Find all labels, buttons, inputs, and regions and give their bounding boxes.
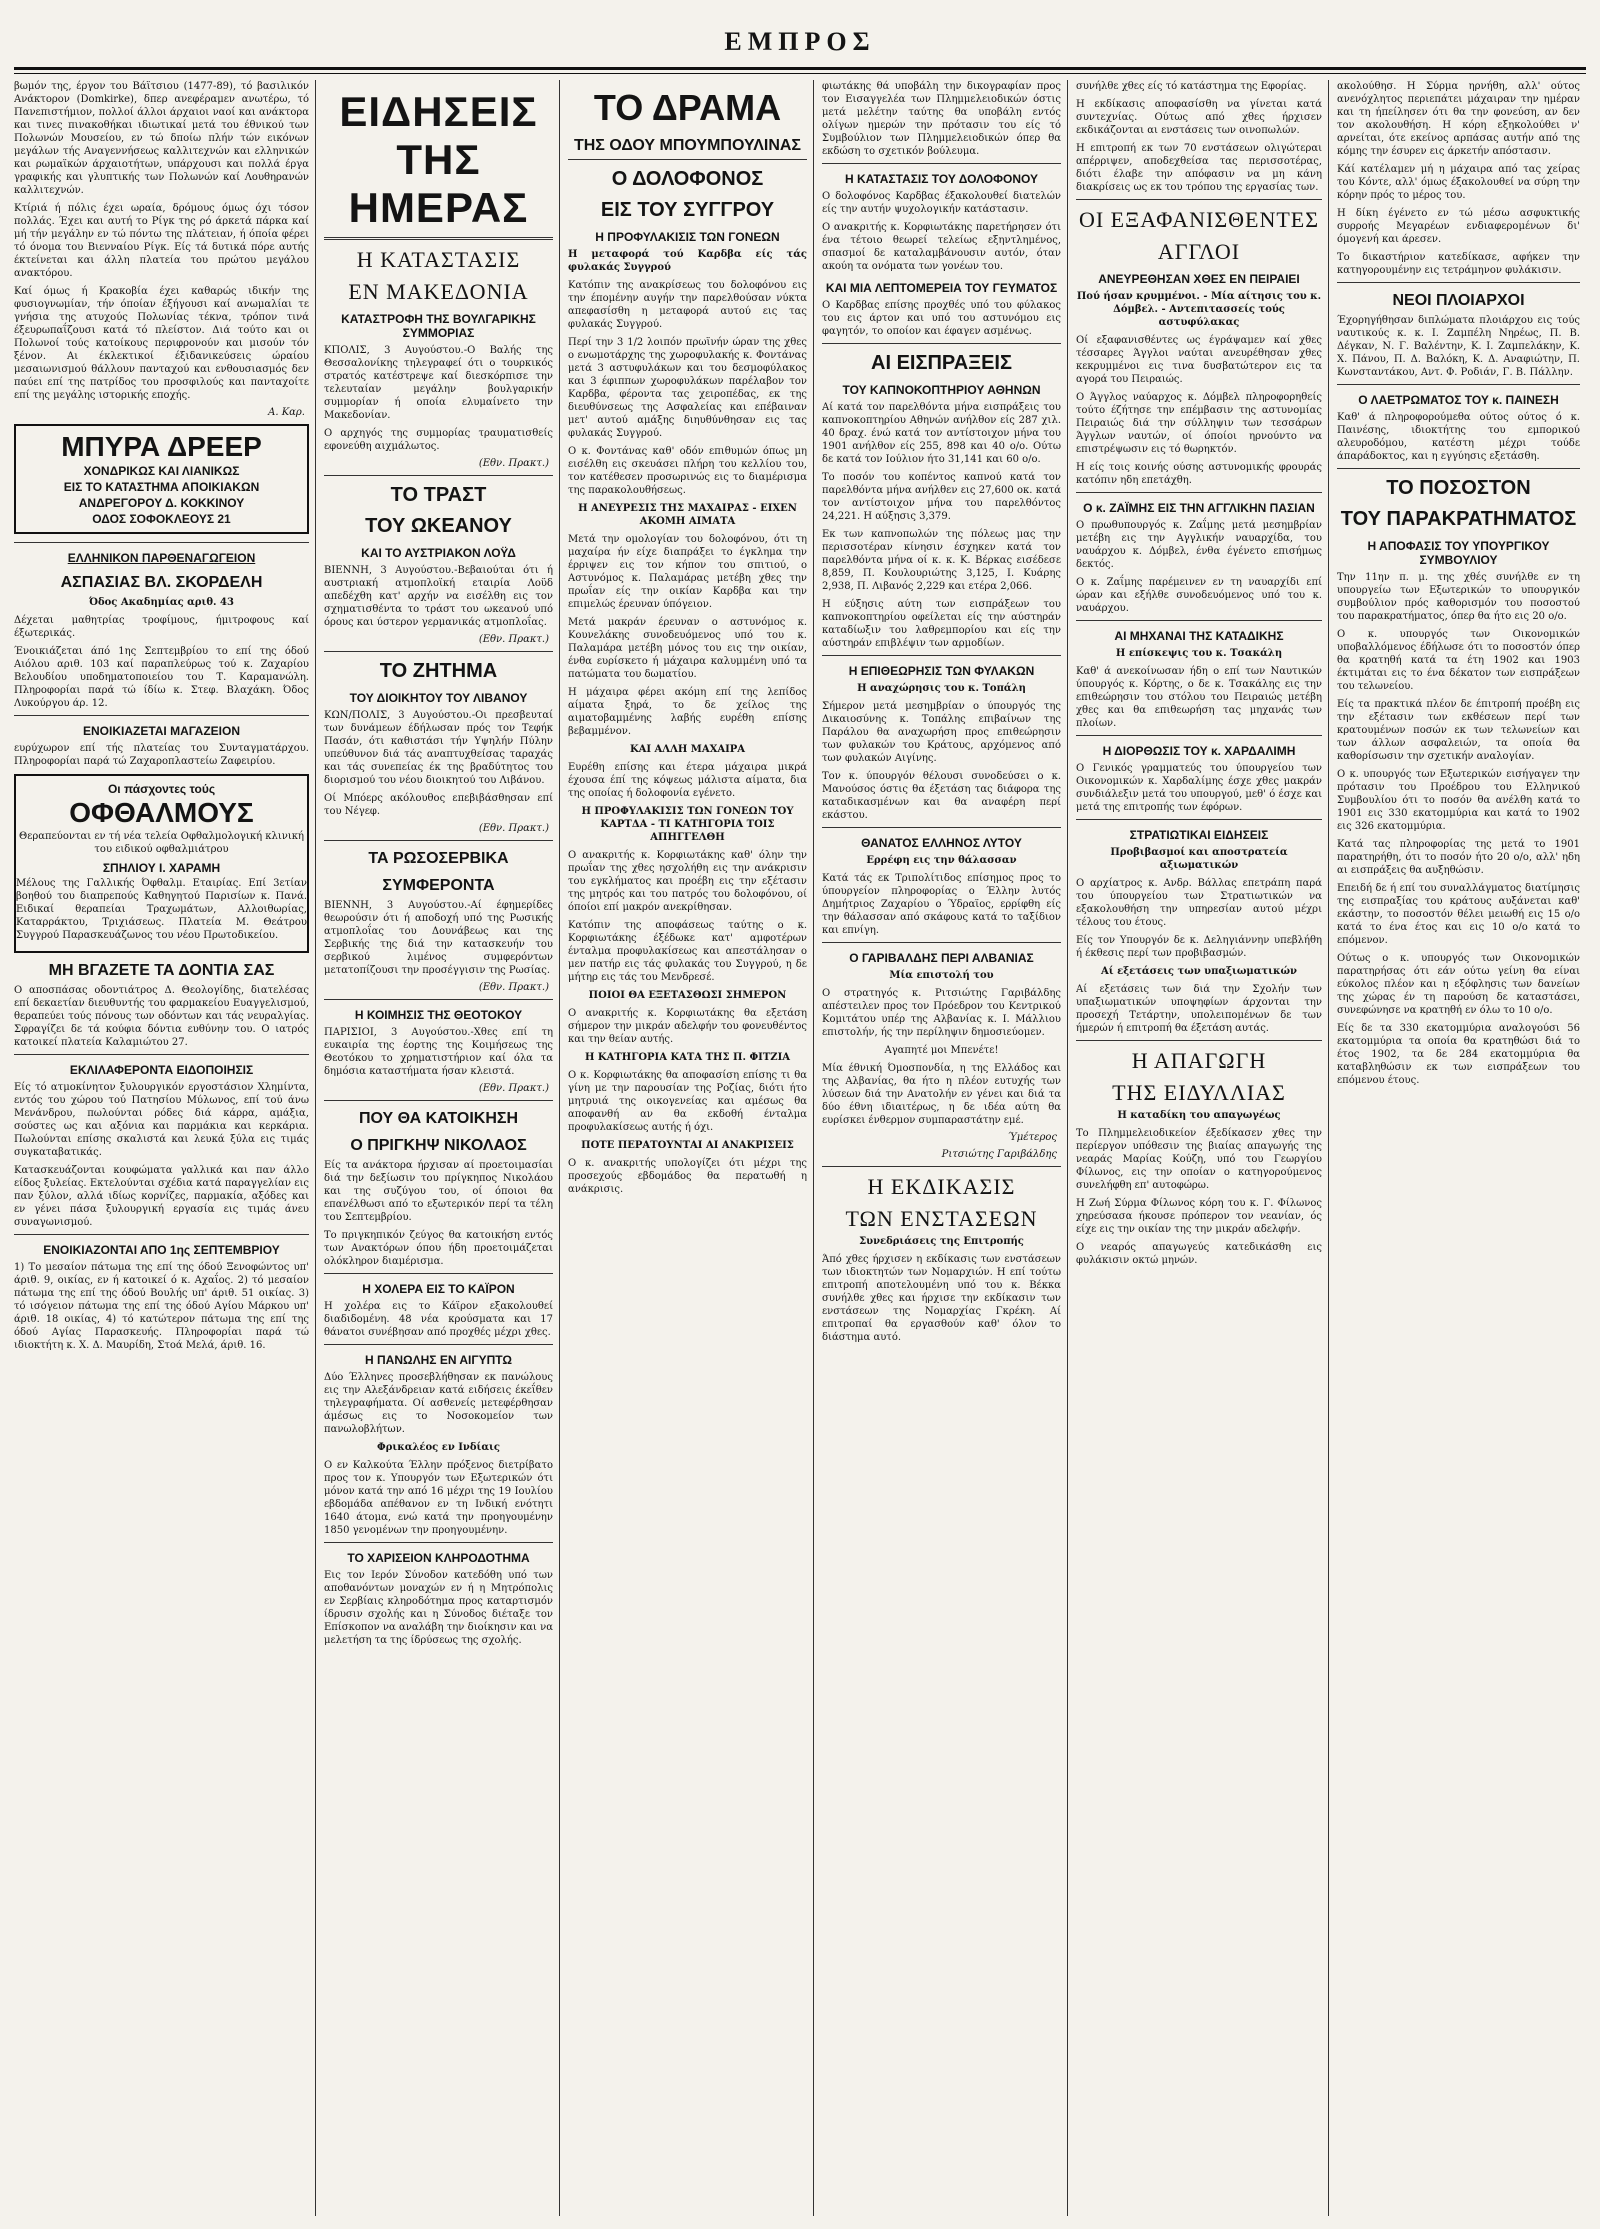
signature: Ριτσιώτης Γαριβάλδης bbox=[941, 1149, 1057, 1160]
column-2 bbox=[324, 80, 560, 2216]
article-text: 1) Το μεσαίον πάτωμα της επί της όδού Ξενοφώντος υπ' άριθ. 9, οικίας, εν ή κατοικεί ό κ. Αχαΐος. 2) τό μεσαίον πάτωμα της επί της όδού Βουλής υπ' άριθ. 51 οικίας. 3) τό ισόγειον πάτωμα της επί της όδού Αγίου Μάρκου υπ' άριθ. 18 οικίας, 4) τό κατώτερον πάτωμα της επί της όδού Αγίας Παρασκευής. Πληροφορίαι παρά τώ ιδιοκτήτη κ. Χ. Δ. Μαυρίδη, Στοά Μελά, άριθ. 16. bbox=[14, 1262, 309, 1351]
article-text: Ο αρχηγός της συμμορίας τραυματισθείς εφονεύθη αιχμάλωτος. bbox=[324, 428, 553, 452]
page-title: ΕΙΔΗΣΕΙΣ ΤΗΣ ΗΜΕΡΑΣ bbox=[339, 88, 538, 231]
article-subheading: Η ΠΡΟΦΥΛΑΚΙΣΙΣ ΤΩΝ ΓΟΝΕΩΝ ΤΟΥ ΚΑΡΤΔΑ - ΤΙ ΚΑΤΗΓΟΡΙΑ ΤΟΙΣ ΑΠΗΓΓΕΛΘΗ bbox=[581, 806, 794, 843]
section-heading: Η ΚΑΤΑΣΤΑΣΙΣ bbox=[356, 247, 521, 272]
divider bbox=[14, 1234, 309, 1235]
article-text: Μία έθνική Όμοσπονδία, η της Ελλάδος και της Αλβανίας, θα ήτο η πλέον ευτυχής των λύσεων διά την Ανατολήν εν γένει και διά τα δύο έθνη ιδιαιτέρως, η δε ιδέα αύτη θα ευρίσκει ένθερμον συμπαραστάτην εμέ. bbox=[822, 1063, 1061, 1126]
section-subheading: Η ΠΡΟΦΥΛΑΚΙΣΙΣ ΤΩΝ ΓΟΝΕΩΝ bbox=[595, 230, 780, 244]
section-heading: Η ΧΟΛΕΡΑ ΕΙΣ ΤΟ ΚΑΪΡΟΝ bbox=[362, 1282, 515, 1296]
article-subheading: Συνεδριάσεις της Επιτροπής bbox=[859, 1236, 1024, 1247]
article-text: Την 11ην π. μ. της χθές συνήλθε εν τη υπουργείω των Εξωτερικών το υπουργικόν συμβούλιον πρός καθορισμόν του ποσοστού του παρακρατήματος, όπερ θα ήτο εις 20 ο/ο. bbox=[1337, 572, 1580, 622]
divider bbox=[1076, 1040, 1322, 1041]
article-text: Η Ζωή Σύρμα Φίλωνος κόρη του κ. Γ. Φίλωνος χηρεύσασα ήκουσε πρόπερον τον νεανίαν, ός είχε εις την οικίαν της την μικράν αδελφήν. bbox=[1076, 1198, 1322, 1235]
article-subheading: Φρικαλέος εν Ινδίαις bbox=[377, 1442, 500, 1453]
ad-text: Μέλους της Γαλλικής Όφθαλμ. Εταιρίας. Επί 3ετίαν βοηθού του διαπρεπούς Καθηγητού Παρισίων κ. Πανά. Ειδικαί θεραπείαι Τραχωμάτων, Αλλοιθωρίας, Καταρράκτου, Τριχιάσεως. Πλατεία Μ. Θεάτρου Συγγρού Παρασκευάζωνος του νέου Πρωτοδικείου. bbox=[16, 878, 307, 941]
section-subheading: ΚΑΤΑΣΤΡΟΦΗ ΤΗΣ ΒΟΥΛΓΑΡΙΚΗΣ ΣΥΜΜΟΡΙΑΣ bbox=[341, 312, 536, 340]
section-heading: ΑΙ ΕΙΣΠΡΑΞΕΙΣ bbox=[871, 352, 1012, 374]
article-text: βωμόν της, έργον του Βάϊτσιου (1477-89), τό βασιλικόν Ανάκτορον (Domkirke), δπερ ανεφέραμεν ανωτέρω, τό Πανεπιστήμιον, πολλοί άλλοι άρχαιοι ναοί και ανάκτορα και τινες πινακοθήκαι ιδιωτικαί μετά του έθνικού των Πολωνών Μουσείου, εν τώ δποίω πλήν τών εικόνων μεγάλων τής Αναγεννήσεως καλλιτεχνών και ελληνικών και ρωμαϊκών άρχαιοτήτων, υπάρχουσι και πολλά έργα γραφικής και γλυπτικής των Πολωνών καί Λουθηρανών καλλιτεχνών. bbox=[14, 81, 309, 196]
article-text: Ο Καρδβας επίσης προχθές υπό του φύλακος του εις άρτον και υπό του αστυνόμου εις φαγητόν, το οποίον και έφαγεν ασμένως. bbox=[822, 300, 1061, 337]
section-heading: ΤΟ ΧΑΡΙΣΕΙΟΝ ΚΛΗΡΟΔΟΤΗΜΑ bbox=[347, 1551, 530, 1565]
article-text: Όδος Ακαδημίας αριθ. 43 bbox=[89, 597, 234, 608]
section-heading: Ο ΔΟΛΟΦΟΝΟΣ bbox=[611, 168, 764, 190]
eye-clinic-ad bbox=[14, 774, 309, 953]
article-text: Κτίριά ή πόλις έχει ωραία, δρόμους όμως όχι τόσον πολλάς. Έχει και αυτή το Ρίγκ της ρό άρκετά πάρκα καί μή τήν μεγάλην εν τώ πόντω της πλάτειαν, ή όποία φέρει τό όνομα του Βιενναίου Ρίγκ. Είς τά δυτικά πόρε αυτής έκτείνεται και άλλη πλατεία του πρώτου μεγάλου ανακτόρου. bbox=[14, 203, 309, 279]
ad-subheading: ΕΙΣ ΤΟ ΚΑΤΑΣΤΗΜΑ ΑΠΟΙΚΙΑΚΩΝ bbox=[63, 480, 260, 494]
article-subheading: Η καταδίκη του απαγωγέως bbox=[1117, 1110, 1281, 1121]
ad-heading: ΜΠΥΡΑ ΔΡΕΕΡ bbox=[61, 431, 262, 462]
divider bbox=[822, 163, 1061, 164]
article-text: Ο κ. υπουργός των Εξωτερικών εισήγαγεν την πρότασιν του Προέδρου του Ελληνικού Συμβουλίου ότι το ποσόν θα ανέλθη κατά το 1901 εις 330 εκατομμύρια και κατά το 1902 εις 326 εκατομμύρια. bbox=[1337, 769, 1580, 832]
divider bbox=[1337, 468, 1580, 469]
article-text: Κατόπιν της ανακρίσεως του δολοφόνου εις την έπομένην αυγήν την παρελθούσαν νύκτα απεφασίσθη η μεταφορά αυτού εις τας φυλακάς Συγγρού. bbox=[568, 280, 807, 330]
ad-subheading: ΑΝΔΡΕΓΟΡΟΥ Δ. ΚΟΚΚΙΝΟΥ bbox=[78, 496, 245, 510]
section-heading: ΝΕΟΙ ΠΛΟΙΑΡΧΟΙ bbox=[1392, 292, 1525, 309]
article-subheading: Ερρέφη εις την θάλασσαν bbox=[866, 855, 1017, 866]
article-text: ΚΠΟΛΙΣ, 3 Αυγούστου.-Ο Βαλής της Θεσσαλονίκης τηλεγραφεί ότι ο τουρκικός στρατός κατέστρεψε καί διεσκόρπισε την τελευταίαν μεγάλην βουλγαρικήν συμμορίαν ή οποία ελυμαίνετο την Μακεδονίαν. bbox=[324, 345, 553, 421]
source-credit: (Εθν. Πρακτ.) bbox=[478, 1083, 549, 1094]
divider bbox=[822, 655, 1061, 656]
ad-heading: ΣΠΗΛΙΟΥ Ι. ΧΑΡΑΜΗ bbox=[102, 861, 221, 875]
article-text: Η εκδίκασις αποφασίσθη να γίνεται κατά συντεχνίας. Ούτως από χθες ήρχισεν εκδικάζονται αι ενστάσεις των οινοπωλών. bbox=[1076, 99, 1322, 136]
newspaper-name: ΕΜΠΡΟΣ bbox=[724, 27, 876, 56]
article-text: Εκ των καπνοπωλών της πόλεως μας την περισσοτέραν κίνησιν έσχηκεν κατά τον παρελθόντα μήνα οί κ. κ. Κ. Βέρκας εισέδεσε 8,859, Π. Κουλουριώτης 3,125, Ι. Κυάρης 2,938, Π. Λιβανός 2,229 και ετέρα 2,066. bbox=[822, 529, 1061, 592]
section-heading: ΤΟ ΖΗΤΗΜΑ bbox=[379, 660, 498, 682]
divider bbox=[324, 237, 553, 240]
divider bbox=[822, 1166, 1061, 1167]
article-subheading: Αί εξετάσεις των υπαξιωματικών bbox=[1101, 966, 1297, 977]
divider bbox=[822, 343, 1061, 344]
section-heading: ΟΙ ΕΞΑΦΑΝΙΣΘΕΝΤΕΣ bbox=[1078, 207, 1320, 232]
article-subheading: Η ΑΝΕΥΡΕΣΙΣ ΤΗΣ ΜΑΧΑΙΡΑΣ - ΕΙΧΕΝ ΑΚΟΜΗ ΑΙΜΑΤΑ bbox=[578, 503, 797, 527]
article-text: Μετά μακράν έρευναν ο αστυνόμος κ. Κουνελάκης συνοδευόμενος υπό του κ. Παλαμάρα μετέβη μόνος του εις την οικίαν, ένθα ευρίσκετο ή μάχαιρα καλυμμένη υπό τα πατώματα του δωματίου. bbox=[568, 617, 807, 680]
article-subheading: ΠΟΤΕ ΠΕΡΑΤΟΥΝΤΑΙ ΑΙ ΑΝΑΚΡΙΣΕΙΣ bbox=[581, 1140, 794, 1151]
divider bbox=[822, 942, 1061, 943]
article-text: συνήλθε χθες είς τό κατάστημα της Εφορίας. bbox=[1076, 81, 1307, 92]
section-heading: Η ΕΠΙΘΕΩΡΗΣΙΣ ΤΩΝ ΦΥΛΑΚΩΝ bbox=[848, 664, 1035, 678]
article-subheading: Η ΚΑΤΗΓΟΡΙΑ ΚΑΤΑ ΤΗΣ Π. ΦΙΤΖΙΑ bbox=[584, 1052, 791, 1063]
article-text: Αί εξετάσεις των διά την Σχολήν των υπαξιωματικών υποψηφίων άρχονται την προσεχή Τετάρτην, υπολειπομένων δε των ήμερών ή επιτροπή θα έξετάση αυτάς. bbox=[1076, 984, 1322, 1034]
article-text: ακολούθησ. Η Σύρμα ηρνήθη, αλλ' ούτος ανενόχλητος περιεπάτει μάχαιραν την ημέραν και τη ήπείλησεν ότι θα την φονεύση, αν δεν τον ακολουθήση. Η κόρη εξηκολούθει ν' αρνείται, ότε εκείνος αρπάσας αυτήν από της κόμης την έσυρεν εις άρκετήν απόστασιν. bbox=[1337, 81, 1580, 157]
article-text: Ούτως ο κ. υπουργός των Οικονομικών παρατηρήσας ότι εάν ούτω γείνη θα είναι εύκολος πλέον και η εξόφλησις των δανείων της χώρας έν τη παρούση δε καταστάσει, συνεφώνησε να κρατηθή εν όλω το 10 ο/ο. bbox=[1337, 953, 1580, 1016]
section-heading: ΠΟΥ ΘΑ ΚΑΤΟΙΚΗΣΗ bbox=[358, 1110, 519, 1127]
article-text: ΚΩΝ/ΠΟΛΙΣ, 3 Αυγούστου.-Οι πρεσβευταί των δυνάμεων έδήλωσαν πρός τον Τεφήκ Πασάν, ότι καθιστάσι τήν Υψηλήν Πύλην υπεύθυνον διά τάς αναπτυχθείσας ταραχάς και τάς συνεπείας έκ της βραδύτητος του διορισμού του νέου διοικητού του Λιβάνου. bbox=[324, 710, 553, 786]
column-5 bbox=[1076, 80, 1329, 2216]
article-text: Ο ανακριτής κ. Κορφιωτάκης θα εξετάση σήμερον την μικράν αδελφήν του φονευθέντος και την θείαν αυτής. bbox=[568, 1008, 807, 1045]
section-heading: ΤΗΣ ΕΙΔΥΛΛΙΑΣ bbox=[1112, 1080, 1286, 1105]
article-text: Το πριγκηπικόν ζεύγος θα κατοικήση εντός των Ανακτόρων όπου ήδη προετοιμάζεται ολόκληρον διαμέρισμα. bbox=[324, 1230, 553, 1267]
article-text: Οί εξαφανισθέντες ως έγράψαμεν καί χθες τέσσαρες Άγγλοι ναύται ανευρέθησαν χθες κεκρυμμένοι εις τινα δυσβατώτερον εις τα αγορά του Πειραιώς. bbox=[1076, 335, 1322, 385]
section-subheading: Η ΑΠΟΦΑΣΙΣ ΤΟΥ ΥΠΟΥΡΓΙΚΟΥ ΣΥΜΒΟΥΛΙΟΥ bbox=[1367, 539, 1550, 567]
article-text: Ο Γενικός γραμματεύς του ύπουργείου των Οικονομικών κ. Χαρδαλίμης έσχε χθες μακράν συνδιάλεξιν μετά του υπουργού, μεθ' ό έσχε και μετά της επιτροπής των έφόρων. bbox=[1076, 763, 1322, 813]
article-subheading: ΠΟΙΟΙ ΘΑ ΕΞΕΤΑΣΘΩΣΙ ΣΗΜΕΡΟΝ bbox=[588, 990, 787, 1001]
article-text: Μετά την ομολογίαν του δολοφόνου, ότι τη μαχαίρα ήν είχε διαπράξει το έγκλημα την έρριψεν εις τον κήπον του σπιτιού, ο Αστυνόμος κ. Παλαμάρας μετέβη χθες την πρωΐαν είς την οικίαν Καρδβα και την επιμελώς έρευναν ύπόγειον. bbox=[568, 534, 807, 610]
divider bbox=[1337, 282, 1580, 283]
section-heading: ΤΑ ΡΩΣΟΣΕΡΒΙΚΑ bbox=[368, 850, 509, 867]
article-text: Είς τα ανάκτορα ήρχισαν αί προετοιμασίαι διά την δεξίωσιν του πρίγκηπος Νικολάου και της συζύγου του, οί όποιοι θα επανέλθωσι από το εξωτερικόν περί τα τέλη του Σεπτεμβρίου. bbox=[324, 1160, 553, 1223]
article-subheading: ΚΑΙ ΑΛΛΗ ΜΑΧΑΙΡΑ bbox=[629, 744, 746, 755]
article-text: Εις τον Ιερόν Σύνοδον κατεδόθη υπό των αποθανόντων μοναχών εν ή η Μητρόπολις εν Σερβίαις κληροδότημα προς καταρτισμόν ίδρυσιν σχολής και η Σύνοδος διέταξε τον Επίσκοπον να αναλάβη την διοίκησιν και να μελετήση τα της ίδρύσεως της σχολής. bbox=[324, 1570, 553, 1646]
section-heading: Ο ΛΑΕΤΡΩΜΑΤΟΣ ΤΟΥ κ. ΠΑΙΝΕΣΗ bbox=[1358, 393, 1559, 407]
section-heading: Η ΠΑΝΩΛΗΣ ΕΝ ΑΙΓΥΠΤΩ bbox=[365, 1353, 512, 1367]
ad-address: ΟΔΟΣ ΣΟΦΟΚΛΕΟΥΣ 21 bbox=[92, 512, 231, 526]
article-text: Επειδή δε ή επί του συναλλάγματος διατίμησις της εισπραξίας του κράτους αυξάνεται καθ' εκάστην, το ποσοστόν θέλει μειωθή εις 15 ο/ο κατά το ένα έτος και εις 10 ο/ο κατά το επόμενον. bbox=[1337, 883, 1580, 946]
section-heading: ΤΟ ΤΡΑΣΤ bbox=[390, 484, 487, 506]
article-text: Άπό χθες ήρχισεν η εκδίκασις των ενστάσεων των ιδιοκτητών των Νομαρχιών. Η επί τούτω επιτροπή αποτελουμένη υπό του κ. Βέκκα συνήλθε χθες και ήρχισε την εκδίκασιν των ενστάσεων της Νομαρχίας Γκρέκη. Αί επιτροπαί θα εργασθούν καθ' όλον το διάστημα αυτό. bbox=[822, 1254, 1061, 1343]
article-text: Ένοικιάζεται άπό 1ης Σεπτεμβρίου το επί της όδού Αιόλου αριθ. 103 καί παραπλεύρως τού κ. Ζαχαρίου Βελουδίου υποδηματοποιείου του Τ. Καραμανώλη. Πληροφορίαι παρά τώ ίδίω κ. Στεφ. Βλαχάκη. Όδος Λυκούργου άρ. 12. bbox=[14, 646, 309, 709]
article-text: Κατόπιν της αποφάσεως ταύτης ο κ. Κορφιωτάκης έξέδωκε κατ' αμφοτέρων ένταλμα προφυλακίσεως και απεστάλησαν ο μεν πατήρ εις τάς φυλακάς του Συγγρού, η δε μήτηρ εις τάς του Μενδρεσέ. bbox=[568, 920, 807, 983]
section-heading: ΣΤΡΑΤΙΩΤΙΚΑΙ ΕΙΔΗΣΕΙΣ bbox=[1129, 828, 1269, 842]
article-text: Κατά τας πληροφορίας της μετά το 1901 παρατηρήθη, ότι το ποσόν ήτο 20 ο/ο, αλλ' ηδη αι εισπράξεις θα αυξηθώσιν. bbox=[1337, 839, 1580, 876]
divider bbox=[1076, 735, 1322, 736]
section-heading: ΣΥΜΦΕΡΟΝΤΑ bbox=[382, 877, 495, 894]
article-subheading: Προβιβασμοί και αποστρατεία αξιωματικών bbox=[1110, 847, 1288, 871]
section-heading: Η ΚΑΤΑΣΤΑΣΙΣ ΤΟΥ ΔΟΛΟΦΟΝΟΥ bbox=[844, 172, 1038, 186]
article-text: Το ποσόν του κοπέντος καπνού κατά τον παρελθόντα μήνα ανήλθεν εις 27,600 οκ. κατά τον αντίστοιχον μήνα του παρελθόντος 24,221. Η αύξησις 3,379. bbox=[822, 472, 1061, 522]
section-heading: ΕΝΟΙΚΙΑΖΕΤΑΙ ΜΑΓΑΖΕΙΟΝ bbox=[82, 724, 240, 738]
article-text: Τον κ. ύπουργόν θέλουσι συνοδεύσει ο κ. Μανούσος όστις θα έξετάση τας διάφορα της καταδικασμένων και θα αναφέρη περί εκάστου. bbox=[822, 771, 1061, 821]
section-subheading: ΤΟΥ ΚΑΠΝΟΚΟΠΤΗΡΙΟΥ ΑΘΗΝΩΝ bbox=[842, 383, 1041, 397]
divider bbox=[1076, 819, 1322, 820]
section-heading: ΜΗ ΒΓΑΖΕΤΕ ΤΑ ΔΟΝΤΙΑ ΣΑΣ bbox=[48, 962, 275, 979]
article-text: ευρύχωρον επί τής πλατείας του Συνταγματάρχου. Πληροφορίαι παρά τώ Ζαχαροπλαστείω Ζαφειρίου. bbox=[14, 743, 309, 767]
article-text: Ο νεαρός απαγωγεύς κατεδικάσθη εις φυλάκισιν οκτώ μηνών. bbox=[1076, 1242, 1322, 1266]
divider bbox=[324, 1542, 553, 1543]
article-text: Η δίκη έγένετο εν τώ μέσω ασφυκτικής συρροής Μεγαρέων ενδιαφερομένων δι' όμογενή και άρεσεν. bbox=[1337, 208, 1580, 245]
signature: Α. Καρ. bbox=[268, 407, 305, 418]
section-heading: ΕΝΟΙΚΙΑΖΟΝΤΑΙ ΑΠΟ 1ης ΣΕΠΤΕΜΒΡΙΟΥ bbox=[43, 1243, 280, 1257]
divider bbox=[568, 159, 807, 160]
article-text: Το δικαστήριον κατεδίκασε, αφήκεν την κατηγορουμένην εις τετράμηνον φυλάκισιν. bbox=[1337, 252, 1580, 276]
article-text: ΒΙΕΝΝΗ, 3 Αυγούστου.-Βεβαιούται ότι ή αυστριακή ατμοπλοϊκή εταιρία Λοϋδ απεδέχθη κατ' αρχήν να εισέλθη εις τον σχηματισθέντα το τράστ του ωκεανού υπό όρους και ύστερον γερμανικάς ατμοπλοΐας. bbox=[324, 565, 553, 628]
ad-heading: Οι πάσχοντες τούς bbox=[107, 782, 216, 796]
article-subheading: Πού ήσαν κρυμμένοι. - Μία αίτησις του κ. Δόμβελ. - Αντεπιτασσείς τούς αστυφύλακας bbox=[1076, 291, 1322, 328]
article-text: Ο πρωθυπουργός κ. Ζαΐμης μετά μεσημβρίαν μετέβη εις την Αγγλικήν ναυαρχίδα, του ναυάρχου κ. Δόμβελ, ένθα έγένετο επισήμως δεκτός. bbox=[1076, 520, 1322, 570]
article-text: Κατά τάς εκ Τριπολίτιδος επίσημος προς το ύπουργείον πληροφορίας ο Έλλην λυτός Δημήτριος Ζαχαρίου ο Ύδραϊος, ερρίφθη είς την θάλασσαν από σκάφους κατά το ταξίδιον και επνίγη. bbox=[822, 873, 1061, 936]
section-heading: Η ΕΚΔΙΚΑΣΙΣ bbox=[867, 1174, 1016, 1199]
section-heading: ΤΟ ΔΡΑΜΑ bbox=[593, 87, 782, 128]
section-heading: ΤΟ ΠΟΣΟΣΤΟΝ bbox=[1386, 477, 1531, 499]
section-heading: Η ΔΙΟΡΘΩΣΙΣ ΤΟΥ κ. ΧΑΡΔΑΛΙΜΗ bbox=[1102, 744, 1296, 758]
article-text: φιωτάκης θά υποβάλη την δικογραφίαν προς τον Εισαγγελέα των Πλημμελειοδικών όστις μετά μελέτην ταύτης θα υποβάλη εντός ολίγων ημερών την πρότασιν του είς τό Συμβούλιον των Πλημμελειοδικών όπερ θα εκδώση το σχετικόν βούλευμα. bbox=[822, 81, 1061, 157]
section-heading: ΑΙ ΜΗΧΑΝΑΙ ΤΗΣ ΚΑΤΑΔΙΚΗΣ bbox=[1114, 629, 1284, 643]
article-text: Η εύξησις αύτη των εισπράξεων του καπνοκοπτηρίου οφείλεται είς την αύστηράν καταδίωξιν του λαθρεμπορίου και είς την αύστηράν επιβλέψιν των αρμοδίων. bbox=[822, 599, 1061, 649]
divider bbox=[822, 827, 1061, 828]
section-heading: ΕΚΛΙΛΑΦΕΡΟΝΤΑ ΕΙΔΟΠΟΙΗΣΙΣ bbox=[69, 1063, 254, 1077]
masthead-rule bbox=[14, 67, 1586, 70]
section-heading: ΕΛΛΗΝΙΚΟΝ ΠΑΡΘΕΝΑΓΩΓΕΙΟΝ bbox=[67, 551, 256, 565]
columns bbox=[14, 80, 1586, 2216]
article-text: Κάί κατέλαμεν μή η μάχαιρα από τας χείρας του Κόντε, αλλ' όμως έξακολουθεί να σύρη την κόρην πρός το μέρος του. bbox=[1337, 164, 1580, 201]
divider bbox=[1337, 384, 1580, 385]
article-text: Κατασκευάζονται κουφώματα γαλλικά και παν άλλο είδος ξυλείας. Εκτελούνται σχέδια κατά παραγγελίαν εις παν ξύλον, αλλά ιδίως κορνίζες, παρμακία, αξόδες και εν γένει πάσα ξυλουργική εργασία εις τιμάς άνευ συναγωνισμού. bbox=[14, 1165, 309, 1228]
section-heading: ΤΩΝ ΕΝΣΤΑΣΕΩΝ bbox=[845, 1206, 1038, 1231]
article-text: Ο αποσπάσας οδοντιάτρος Δ. Θεολογίδης, διατελέσας επί δεκαετίαν διευθυντής του φαρμακείου Ευαγγελισμού, θεραπεύει τούς πόνους των οδόντων και τάς νευραλγίας. Σφραγίζει δε τά κούφια δόντια ευθύνην του. Ο ιατρός κατοικεί πλατεία Καλαμιώτου 27. bbox=[14, 985, 309, 1048]
article-text: Οί Μπόερς ακόλουθος επεβιβάσθησαν επί του Νέγεφ. bbox=[324, 793, 553, 817]
beer-ad bbox=[14, 424, 309, 534]
ad-text: Θεραπεύονται εν τή νέα τελεία Οφθαλμολογική κλινική του ειδικού οφθαλμιάτρου bbox=[19, 831, 304, 855]
section-subheading: ΚΑΙ ΜΙΑ ΛΕΠΤΟΜΕΡΕΙΑ ΤΟΥ ΓΕΥΜΑΤΟΣ bbox=[825, 281, 1058, 295]
column-4 bbox=[822, 80, 1068, 2216]
article-text: Η επιτροπή εκ των 70 ενστάσεων ολιγώτεραι απέρριψεν, αποδεχθείσα τας περισσοτέρας, διότι έλαβε την απόφασιν να μη κάνη διακρίσεις ως εκ του τρόπου της εργασίας των. bbox=[1076, 143, 1322, 193]
section-heading: ΑΓΓΛΟΙ bbox=[1157, 239, 1241, 264]
source-credit: (Εθν. Πρακτ.) bbox=[478, 634, 549, 645]
article-text: Ο κ. Φοντάνας καθ' οδόν επιθυμών όπως μη εισέλθη εις σκευάσει πλήρη του κελλίου του, τον κατέθεσεν προσωρινώς εις το διαμέρισμα της παρακολουθήσεως. bbox=[568, 446, 807, 496]
article-text: Ο ανακριτής κ. Κορφιωτάκης καθ' όλην την πρωΐαν της χθες ησχολήθη εις την ανάκρισιν του εγκλήματος και προέβη εις την εξέτασιν της μητρός και του πατρός του δολοφόνου, οί όποίοι επί μακρόν ανεκρίθησαν. bbox=[568, 850, 807, 913]
article-text: Καθ' ά ανεκοίνωσαν ήδη ο επί των Ναυτικών ύπουργός κ. Κόρτης, ο δε κ. Τσακάλης εις την επιθεώρησιν του στόλου του Πειραιώς μετέβη χθες και θα επιθεωρήση τας μηχανάς των πλοίων. bbox=[1076, 666, 1322, 729]
article-subheading: Μία επιστολή του bbox=[889, 970, 994, 981]
source-credit: (Εθν. Πρακτ.) bbox=[478, 982, 549, 993]
section-heading: ΘΑΝΑΤΟΣ ΕΛΛΗΝΟΣ ΛΥΤΟΥ bbox=[861, 836, 1022, 850]
divider bbox=[324, 840, 553, 841]
column-3 bbox=[568, 80, 814, 2216]
divider bbox=[324, 475, 553, 476]
article-text: Είς τα πρακτικά πλέον δε έπιτροπή προέβη εις την εξέτασιν των εκθέσεων περί των κρατουμένων ποσών εκ των τελωνείων και των άλλων ασφαλειών, τα οποία θα καθορίσωσιν την σχετικήν αναλογίαν. bbox=[1337, 699, 1580, 762]
article-text: Ο κ. ανακριτής υπολογίζει ότι μέχρι της προσεχούς εβδομάδος θα περατωθή η ανάκρισις. bbox=[568, 1158, 807, 1195]
section-heading: ΤΗΣ ΟΔΟΥ ΜΠΟΥΜΠΟΥΛΙΝΑΣ bbox=[573, 137, 802, 154]
divider bbox=[14, 542, 309, 543]
section-subheading: ΚΑΙ ΤΟ ΑΥΣΤΡΙΑΚΟΝ ΛΟΫΔ bbox=[361, 546, 516, 560]
divider bbox=[14, 1054, 309, 1055]
section-heading: Η ΑΠΑΓΩΓΗ bbox=[1131, 1048, 1267, 1073]
divider bbox=[1076, 620, 1322, 621]
article-subheading: Η αναχώρησις του κ. Τοπάλη bbox=[857, 683, 1026, 694]
article-subheading: Η επίσκεψις του κ. Τσακάλη bbox=[1115, 648, 1283, 659]
article-subheading: Η μεταφορά τού Καρδβα είς τάς φυλακάς Συγγρού bbox=[568, 249, 807, 273]
section-subheading: ΤΟΥ ΔΙΟΙΚΗΤΟΥ ΤΟΥ ΛΙΒΑΝΟΥ bbox=[349, 691, 528, 705]
source-credit: (Εθν. Πρακτ.) bbox=[478, 823, 549, 834]
divider bbox=[324, 1273, 553, 1274]
article-text: Καί όμως ή Κρακοβία έχει καθαρώς ιδικήν της φυσιογνωμίαν, τήν όποίαν έξήγουσι καί ανωμαλίαι τε γνήσια της ατυχούς Πολωνίας τέκνα, τρόπον τινά έξευρωπαΐζουσι κατά τό πλείστον. Διά τούτο και οι Πολωνοί τούς κατοίκους περιφρονούν και μισούν τόν ξένον. Αι έκλεκτικοί έξιδανικεύσεις ώραίου μεσαιωνισμού θάλλουν πανταχού και ενθουσιασμός δεν παύει επί της πατρίδος του προσφιλούς και πανταχοίτε επί της μεγάλης ιστορικής εποχής. bbox=[14, 286, 309, 401]
section-heading: Η ΚΟΙΜΗΣΙΣ ΤΗΣ ΘΕΟΤΟΚΟΥ bbox=[354, 1008, 523, 1022]
section-heading: Ο κ. ΖΑΪΜΗΣ ΕΙΣ ΤΗΝ ΑΓΓΛΙΚΗΝ ΠΑΣΙΑΝ bbox=[1083, 501, 1315, 515]
signature: Ύμέτερος bbox=[1007, 1132, 1057, 1143]
article-text: ΠΑΡΙΣΙΟΙ, 3 Αυγούστου.-Χθες επί τη ευκαιρία της έορτης της Κοιμήσεως της Θεοτόκου το χρηματιστήριον καί όλα τα δημόσια καταστήματα ήσαν κλειστά. bbox=[324, 1027, 553, 1077]
article-text: Η μάχαιρα φέρει ακόμη επί της λεπίδος αίματα ξηρά, το δε χείλος της αιματοβαμμένης λαβής ευρέθη επίσης βεβαμμένον. bbox=[568, 687, 807, 737]
section-heading: ΤΟΥ ΩΚΕΑΝΟΥ bbox=[365, 515, 512, 537]
article-text: Δέχεται μαθητρίας τροφίμους, ήμιτροφους καί έξωτερικάς. bbox=[14, 615, 309, 639]
article-text: Περί την 3 1/2 λοιπόν πρωϊνήν ώραν της χθες ο ενωμοτάρχης της χωροφυλακής κ. Φοντάνας μετά 3 αστυφυλάκων και του δεσμοφύλακος και 3 έφιππων χωροφυλάκων παρέλαβον τον Καρδβα, φέροντα τας χειροπέδας, εκ της διευθύνσεως της Ασφαλείας και επέβαιναν μετ' αυτού αμάξης διηυθύνθησαν εις τας φυλακάς Συγγρού. bbox=[568, 337, 807, 439]
divider bbox=[324, 999, 553, 1000]
ad-heading: ΟΦΘΑΛΜΟΥΣ bbox=[69, 797, 254, 828]
article-text: Καθ' ά πληροφορούμεθα ούτος ούτος ό κ. Παινέσης, ιδιοκτήτης του εμπορικού αλευροδόμου, κατέστη μέχρι τούδε άπαράδοκτος, και η εγγύησις εξετάσθη. bbox=[1337, 412, 1580, 462]
section-heading: Ο ΓΑΡΙΒΑΛΔΗΣ ΠΕΡΙ ΑΛΒΑΝΙΑΣ bbox=[849, 951, 1034, 965]
masthead bbox=[0, 22, 1600, 70]
article-text: Ο ανακριτής κ. Κορφιωτάκης παρετήρησεν ότι ένα τέτοιο θεωρεί τελείως εξηντλημένος, σπασμοί δε καταλαμβάνουσιν αυτόν, όταν ακούη τα ονόματα των γονέων του. bbox=[822, 222, 1061, 272]
article-text: Ο Άγγλος ναύαρχος κ. Δόμβελ πληροφορηθείς τούτο έζήτησε την επέμβασιν της αστυνομίας Πειραιώς διά την σύλληψιν των τεσσάρων Άγγλων ναυτών, οί όποίοι ηρνούντο να επιστρέψωσιν εις τό θωρηκτόν. bbox=[1076, 392, 1322, 455]
letter-salutation: Αγαπητέ μοι Μπενέτε! bbox=[884, 1045, 999, 1056]
divider bbox=[14, 715, 309, 716]
divider bbox=[1076, 199, 1322, 200]
article-text: Το Πλημμελειοδικείον έξεδίκασεν χθες την περίεργον υπόθεσιν της βιαίας απαγωγής της νεαράς Μαρίας Κούζη, υπό του Γεωργίου Φίλωνος, εις την οποίαν ο κατηγορούμενος συνελήφθη επ' αυτοφώρω. bbox=[1076, 1128, 1322, 1191]
column-6 bbox=[1337, 80, 1586, 2216]
section-heading: ΕΙΣ ΤΟΥ ΣΥΓΓΡΟΥ bbox=[600, 199, 775, 221]
divider bbox=[324, 651, 553, 652]
article-text: Η είς τοις κοινής ούσης αστυνομικής φρουράς κατόπιν ηδη επετάχθη. bbox=[1076, 462, 1322, 486]
divider bbox=[324, 1344, 553, 1345]
article-text: Ο εν Καλκούτα Έλλην πρόξενος διετρίβατο προς τον κ. Υπουργόν των Εξωτερικών ότι μόνον κατά την από 16 μέχρι της 19 Ιουλίου εβδομάδα απέθανον εν τη Ινδική ενότητι 1640 άτομα, ενώ κατά την προηγουμένην 1850 γενομένων την προηγουμένην. bbox=[324, 1460, 553, 1536]
article-text: Δύο Έλληνες προσεβλήθησαν εκ πανώλους εις την Αλεξάνδρειαν κατά ειδήσεις έκεΐθεν τηλεγραφήματα. Οί ασθενείς μετεφέρθησαν άμέσως εις το Νοσοκομείον των πανωλοβλήτων. bbox=[324, 1372, 553, 1435]
section-heading: ΤΟΥ ΠΑΡΑΚΡΑΤΗΜΑΤΟΣ bbox=[1340, 508, 1577, 530]
article-text: Σήμερον μετά μεσημβρίαν ο ύπουργός της Δικαιοσύνης κ. Τοπάλης επιβαίνων της Παράλου θα αναχωρήση προς επιθεώρησιν των φυλακών του Κράτους, αρχόμενος από των φυλακών Αιγίνης. bbox=[822, 701, 1061, 764]
section-heading: ΕΝ ΜΑΚΕΔΟΝΙΑ bbox=[348, 279, 529, 304]
article-text: Είς τον Υπουργόν δε κ. Δεληγιάννην υπεβλήθη ή έκθεσις περί των προβιβασμών. bbox=[1076, 935, 1322, 959]
article-text: Αί κατά τον παρελθόντα μήνα εισπράξεις του καπνοκοπτηρίου Αθηνών ανήλθον είς 287 χιλ. 40 δραχ. ένώ κατά τον αντίστοιχον μήνα του 1901 ανήλθον είς 255, 898 και 40 ο/ο. Ούτω δε κατά τον Ιούλιον ήτο 31,141 και 60 ο/ο. bbox=[822, 402, 1061, 465]
article-text: Έχορηγήθησαν διπλώματα πλοιάρχου εις τούς ναυτικούς κ. κ. Ι. Ζαμπέλη Νηρέως, Π. Β. Δέγκαν, Ν. Γ. Βαλέντην, Κ. Ι. Ζαμπελάκην, Κ. Χ. Πάνου, Π. Δ. Βαλόκη, Κ. Δ. Αναφιώτην, Π. Κωνσταντάκου, Αντ. Φ. Ροδιάν, Γ. Β. Πάλλην. bbox=[1337, 315, 1580, 378]
section-heading: ΑΣΠΑΣΙΑΣ ΒΛ. ΣΚΟΡΔΕΛΗ bbox=[60, 574, 263, 591]
section-heading: Ο ΠΡΙΓΚΗΨ ΝΙΚΟΛΑΟΣ bbox=[350, 1137, 527, 1154]
divider bbox=[324, 1100, 553, 1101]
article-text: Ο κ. υπουργός των Οικονομικών υποβαλλόμενος έδήλωσε ότι το ποσοστόν όπερ θα κρατηθή κατά τα έτη 1902 και 1903 έκτιμάται εις το ένα δέκατον των εισπράξεων του τελωνείου. bbox=[1337, 629, 1580, 692]
ad-subheading: ΧΟΝΔΡΙΚΩΣ ΚΑΙ ΛΙΑΝΙΚΩΣ bbox=[83, 464, 240, 478]
article-text: ΒΙΕΝΝΗ, 3 Αυγούστου.-Αί έφημερίδες θεωρούσιν ότι ή αποδοχή υπό της Ρωσικής ατμοπλοΐας του Δουνάβεως και της Σερβικής της διά την κατασκευήν του σερβικού λιμένος συμφερόντων μετατοπίζουσι την προσέγγισιν της Ρωσίας. bbox=[324, 900, 553, 976]
article-text: Είς τό ατμοκίνητον ξυλουργικόν εργοστάσιον Χλημίντα, εντός του χώρου τού Πατησίου Μύλωνος, επί τού άνω Μενάνδρου, πωλούνται ρόδες διά κάρρα, αμάξια, σούστες ως και αξόνια και παρμάκια και κερκάρια. Πωλούνται επίσης σκαλιστά και λευκά ξύλα εις τιμάς συγκαταβατικάς. bbox=[14, 1082, 309, 1158]
source-credit: (Εθν. Πρακτ.) bbox=[478, 458, 549, 469]
article-text: Είς δε τα 330 εκατομμύρια αναλογούσι 56 εκατομμύρια τα οποία θα κρατηθώσι διά το έτος 1902, τα δε 284 εκατομμύρια θα καταβληθώσιν εκ των εισπράξεων του επόμενου έτους. bbox=[1337, 1023, 1580, 1086]
article-text: Ο στρατηγός κ. Ριτσιώτης Γαριβάλδης απέστειλεν προς τον Πρόεδρον του Κεντρικού Κομιτάτου υπέρ της Αλβανίας κ. Ι. Μάλλιου επιστολήν, ής την περίληψιν δημοσιεύομεν. bbox=[822, 988, 1061, 1038]
column-1 bbox=[14, 80, 316, 2216]
article-text: Ο κ. Κορφιωτάκης θα αποφασίση επίσης τι θα γίνη με την παρουσίαν της Ροζίας, διότι ήτο μητρυιά της οικογενείας και αμέσως θα αποφανθή αν θα εκδοθή ένταλμα προφυλακίσεως αυτής ή όχι. bbox=[568, 1070, 807, 1133]
article-text: Η χολέρα εις το Κάϊρον εξακολουθεί διαδιδομένη. 48 νέα κρούσματα και 17 θάνατοι συνέβησαν από προχθές μέχρι χθες. bbox=[324, 1301, 553, 1338]
article-text: Ο κ. Ζαΐμης παρέμεινεν εν τη ναυαρχίδι επί ώραν και εξήλθε συνοδευόμενος υπό του κ. ναυάρχου. bbox=[1076, 577, 1322, 614]
masthead-rule-thin bbox=[14, 73, 1586, 74]
section-subheading: ΑΝΕΥΡΕΘΗΣΑΝ ΧΘΕΣ ΕΝ ΠΕΙΡΑΙΕΙ bbox=[1098, 272, 1300, 286]
article-text: Ευρέθη επίσης και έτερα μάχαιρα μικρά έχουσα έπί της κόψεως μάλιστα αίματα, δια της οποίας ή δολοφονία εγένετο. bbox=[568, 762, 807, 799]
article-text: Ο αρχίατρος κ. Ανδρ. Βάλλας επετράπη παρά του ύπουργείου των Στρατιωτικών να εξακολουθήση την υπηρεσίαν αυτού μέχρι τέλους του έτους. bbox=[1076, 878, 1322, 928]
article-text: Ο δολοφόνος Καρδβας έξακολουθεί διατελών είς την αυτήν ψυχολογικήν κατάστασιν. bbox=[822, 191, 1061, 215]
divider bbox=[1076, 492, 1322, 493]
